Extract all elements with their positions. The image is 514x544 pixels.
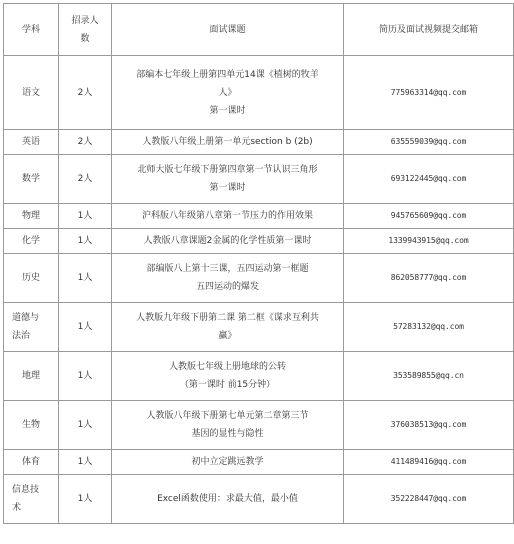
subject-cell (4, 130, 59, 155)
topic-cell-line: 人教版八章课题2金属的化学性质第一课时 (143, 236, 312, 246)
table-row (4, 303, 514, 352)
table-row (4, 56, 514, 130)
subject-cell (4, 254, 59, 303)
count-cell: 1人 (59, 254, 112, 303)
subject-cell-line: 道德与 (12, 313, 40, 323)
topic-cell-line: （第一课时 前15分钟） (179, 380, 276, 390)
count-cell: 1人 (59, 229, 112, 254)
topic-cell (112, 475, 344, 524)
topic-cell-line: 人教版八年级下册第七单元第二章第三节 (146, 411, 309, 421)
count-cell: 1人 (59, 303, 112, 352)
topic-cell (112, 229, 344, 254)
table-row (4, 352, 514, 401)
email-cell: 635559039@qq.com (344, 130, 514, 155)
count-cell: 1人 (59, 204, 112, 229)
table-row (4, 204, 514, 229)
count-cell: 1人 (59, 450, 112, 475)
count-cell: 1人 (59, 352, 112, 401)
topic-cell-line: 第一课时 (209, 105, 246, 116)
header-count-line: 招录人 (71, 15, 99, 26)
topic-cell (112, 303, 344, 352)
email-cell: 862058777@qq.com (344, 254, 514, 303)
count-cell: 1人 (59, 401, 112, 450)
table-row (4, 475, 514, 524)
count-cell: 2人 (59, 155, 112, 204)
email-cell: 352228447@qq.com (344, 475, 514, 524)
table-row (4, 401, 514, 450)
header-count-line: 数 (80, 33, 90, 44)
subject-cell-line: 数学 (21, 174, 40, 184)
header-email: 简历及面试视频提交邮箱 (344, 4, 514, 56)
subject-cell-line: 术 (12, 503, 22, 513)
topic-cell-line: 部编版八上第十三课，五四运动第一框题 (146, 264, 309, 274)
subject-cell (4, 352, 59, 401)
table-row (4, 155, 514, 204)
topic-cell (112, 450, 344, 475)
topic-cell-line: 五四运动的爆发 (195, 282, 259, 292)
topic-cell (112, 155, 344, 204)
topic-cell-line: 人教版九年级下册第二课 第二框《谋求互利共 (136, 313, 319, 323)
subject-cell (4, 56, 59, 130)
email-cell: 57283132@qq.com (344, 303, 514, 352)
subject-cell (4, 303, 59, 352)
table-header-row (4, 4, 514, 56)
count-cell: 2人 (59, 56, 112, 130)
subject-cell-line: 体育 (21, 457, 40, 467)
subject-cell-line: 化学 (21, 236, 40, 246)
header-count (59, 4, 112, 56)
topic-cell (112, 204, 344, 229)
email-cell: 376038513@qq.com (344, 401, 514, 450)
header-topic: 面试课题 (112, 4, 344, 56)
topic-cell-line: 北师大版七年级下册第四章第一节认识三角形 (137, 165, 318, 175)
subject-cell-line: 历史 (21, 273, 40, 283)
subject-cell (4, 401, 59, 450)
subject-cell-line: 英语 (21, 137, 40, 147)
subject-cell-line: 物理 (21, 211, 40, 221)
email-cell: 945765609@qq.com (344, 204, 514, 229)
subject-cell (4, 450, 59, 475)
email-cell: 353589855@qq.cn (344, 352, 514, 401)
count-cell: 1人 (59, 475, 112, 524)
subject-cell-line: 地理 (21, 371, 40, 381)
topic-cell (112, 254, 344, 303)
topic-cell-line: 基因的显性与隐性 (191, 429, 264, 439)
topic-cell-line: 人教版八年级上册第一单元section b (2b) (142, 137, 313, 147)
topic-cell (112, 401, 344, 450)
topic-cell-line: 部编本七年级上册第四单元14课《植树的牧羊 (136, 69, 319, 80)
subject-cell (4, 204, 59, 229)
subject-cell-line: 语文 (21, 87, 40, 98)
topic-cell-line: 人教版七年级上册地球的公转 (168, 362, 286, 372)
email-cell: 411489416@qq.com (344, 450, 514, 475)
subject-cell-line: 信息技 (12, 485, 40, 495)
table-row (4, 130, 514, 155)
topic-cell-line: 沪科版八年级第八章第一节压力的作用效果 (141, 211, 313, 221)
topic-cell-line: 赢》 (218, 331, 237, 341)
subject-cell-line: 生物 (21, 420, 40, 430)
count-cell: 2人 (59, 130, 112, 155)
topic-cell (112, 352, 344, 401)
topic-cell-line: 第一课时 (209, 183, 246, 193)
topic-cell (112, 56, 344, 130)
email-cell: 775963314@qq.com (344, 56, 514, 130)
topic-cell (112, 130, 344, 155)
subject-cell (4, 229, 59, 254)
topic-cell-line: 初中立定跳远教学 (191, 457, 264, 467)
email-cell: 693122445@qq.com (344, 155, 514, 204)
table-row (4, 229, 514, 254)
table-row (4, 254, 514, 303)
subject-cell (4, 475, 59, 524)
subject-cell (4, 155, 59, 204)
topic-cell-line: 人》 (218, 87, 237, 98)
header-subject: 学科 (4, 4, 59, 56)
subject-cell-line: 法治 (12, 331, 31, 341)
email-cell: 1339943915@qq.com (344, 229, 514, 254)
recruitment-table (3, 3, 514, 524)
topic-cell-line: Excel函数使用：求最大值，最小值 (157, 494, 298, 504)
table-row (4, 450, 514, 475)
